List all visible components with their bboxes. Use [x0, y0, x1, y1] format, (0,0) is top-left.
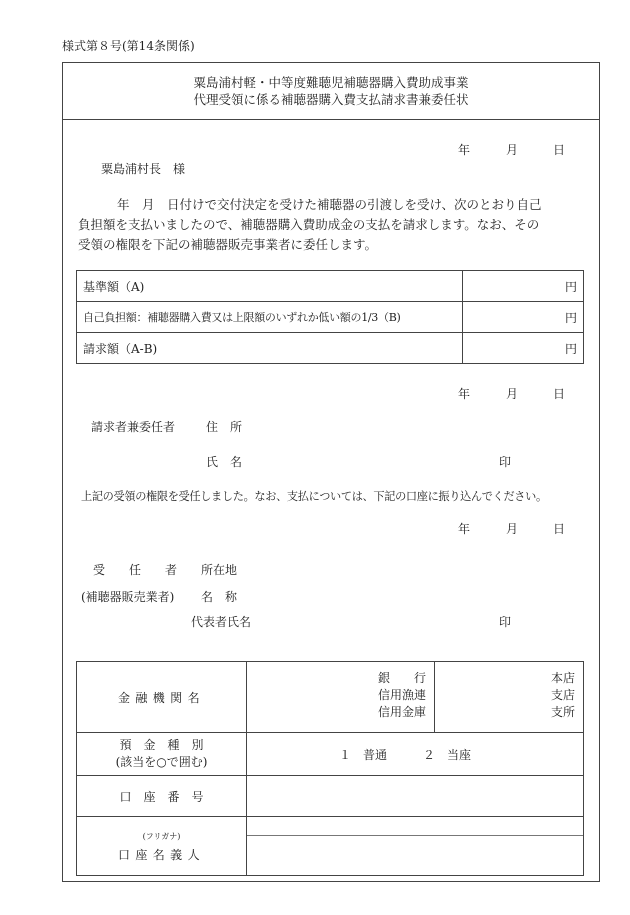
acceptance-text: 上記の受領の権限を受任しました。なお、支払については、下記の口座に振り込んでください。	[81, 490, 547, 503]
agent-role: 受 任 者	[93, 563, 178, 577]
title-line-2: 代理受領に係る補聴器購入費支払請求書兼委任状	[193, 92, 469, 107]
institution-type-bank: 銀 行	[377, 671, 426, 685]
institution-types	[378, 670, 426, 721]
branch-types	[551, 670, 575, 721]
form-number: 様式第８号(第14条関係)	[62, 39, 195, 53]
deposit-type-label-text: 預 金 種 別	[119, 738, 204, 752]
institution-type-shinkin: 信用金庫	[377, 705, 426, 719]
requester-role: 請求者兼委任者	[91, 420, 176, 434]
account-holder-label-text: 口座名義人	[117, 848, 205, 862]
account-holder-field[interactable]	[247, 817, 584, 876]
date-month-2: 月	[506, 387, 519, 401]
requester-name-label: 氏 名	[206, 455, 243, 469]
body-line-3: 受領の権限を下記の補聴器販売事業者に委任します。	[78, 237, 378, 252]
date-year-1: 年	[458, 143, 471, 157]
bank-row-account-number	[77, 776, 584, 817]
amount-yen-self: 円	[463, 302, 584, 333]
branch-cell[interactable]	[435, 662, 584, 733]
branch-type-branch: 支店	[550, 688, 575, 702]
agent-representative-label: 代表者氏名	[191, 615, 252, 629]
bank-row-account-holder	[77, 817, 584, 876]
date-day-1: 日	[553, 143, 566, 157]
agent-role-note: (補聴器販売業者)	[81, 590, 175, 604]
amount-label-base: 基準額（A)	[77, 271, 463, 302]
account-number-label-text: 口 座 番 号	[119, 789, 204, 804]
agent-seal: 印	[499, 615, 512, 629]
body-line-2: 負担額を支払いましたので、補聴器購入費助成金の支払を請求します。なお、その	[78, 217, 540, 232]
furigana-divider	[247, 835, 583, 836]
furigana-label: (フリガナ)	[142, 832, 181, 841]
agent-location-label: 所在地	[201, 563, 238, 577]
amount-yen-base: 円	[463, 271, 584, 302]
title-line-1: 粟島浦村軽・中等度難聴児補聴器購入費助成事業	[193, 75, 469, 90]
deposit-type-label	[77, 733, 247, 776]
account-number-field[interactable]	[247, 776, 584, 817]
date-day-2: 日	[553, 387, 566, 401]
institution-name-cell[interactable]	[247, 662, 435, 733]
amount-yen-claim: 円	[463, 333, 584, 364]
date-month-1: 月	[506, 143, 519, 157]
form-frame	[62, 62, 600, 882]
agent-name-label: 名 称	[201, 590, 238, 604]
institution-label	[77, 662, 247, 733]
institution-type-fishery: 信用漁連	[377, 688, 426, 702]
date-month-3: 月	[506, 522, 519, 536]
amount-table	[76, 270, 584, 364]
title-box	[63, 63, 599, 120]
branch-type-office: 支所	[550, 705, 575, 719]
amount-label-self: 自己負担額：補聴器購入費又は上限額のいずれか低い額の1/3（B)	[77, 302, 463, 333]
body-line-1: 年 月 日付けで交付決定を受けた補聴器の引渡しを受け、次のとおり自己	[117, 197, 542, 212]
deposit-type-options[interactable]	[247, 733, 584, 776]
institution-label-text: 金融機関名	[117, 690, 205, 705]
amount-label-claim: 請求額（A-B)	[77, 333, 463, 364]
bank-row-institution	[77, 662, 584, 733]
addressee: 粟島浦村長 様	[101, 162, 186, 176]
bank-row-deposit-type	[77, 733, 584, 776]
requester-address-label: 住 所	[206, 420, 243, 434]
date-year-2: 年	[458, 387, 471, 401]
date-day-3: 日	[553, 522, 566, 536]
branch-type-head: 本店	[550, 671, 575, 685]
deposit-type-note: (該当を○で囲む)	[115, 755, 208, 769]
amount-row	[77, 333, 584, 364]
amount-row	[77, 302, 584, 333]
deposit-options-text: １ 普通 ２ 当座	[339, 747, 472, 762]
account-holder-label	[77, 817, 247, 876]
requester-seal: 印	[499, 455, 512, 469]
bank-table	[76, 661, 584, 876]
account-number-label	[77, 776, 247, 817]
date-year-3: 年	[458, 522, 471, 536]
amount-row	[77, 271, 584, 302]
